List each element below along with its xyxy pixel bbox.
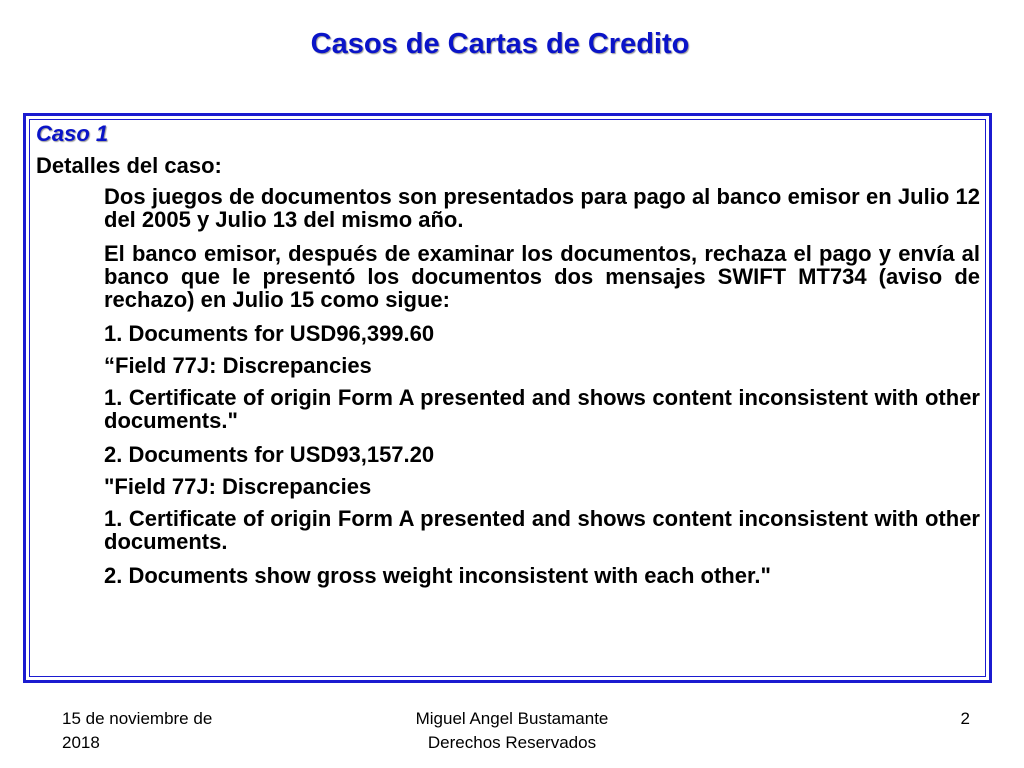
case-label: Caso 1 [36, 121, 109, 146]
footer-date-line2: 2018 [62, 733, 100, 752]
footer-date-line1: 15 de noviembre de [62, 709, 213, 728]
footer-author-line1: Miguel Angel Bustamante [415, 709, 609, 728]
footer-date [62, 707, 262, 755]
paragraph-bank-rejection: El banco emisor, después de examinar los documentos, rechaza el pago y envía al banco que le presentó los documentos dos mensajes SWIFT MT734 (aviso de rechazo) en Julio 15 como sigue: [104, 241, 980, 312]
item-field-77j-first: “Field 77J: Discrepancies [104, 353, 372, 378]
item-discrepancy-certificate-first: 1. Certificate of origin Form A presented and shows content inconsistent with other documents." [104, 385, 980, 433]
page-number: 2 [960, 709, 970, 728]
section-label: Detalles del caso: [36, 153, 222, 178]
slide-content [36, 122, 980, 596]
item-discrepancy-certificate-second: 1. Certificate of origin Form A presented and shows content inconsistent with other documents. [104, 506, 980, 554]
footer-author-line2: Derechos Reservados [427, 733, 597, 752]
item-discrepancy-gross-weight: 2. Documents show gross weight inconsistent with each other." [104, 563, 771, 588]
paragraph-documents-presented: Dos juegos de documentos son presentados para pago al banco emisor en Julio 12 del 2005 y Julio 13 del mismo año. [104, 184, 980, 232]
item-documents-first: 1. Documents for USD96,399.60 [104, 321, 435, 346]
item-documents-second: 2. Documents for USD93,157.20 [104, 442, 435, 467]
slide-title: Casos de Cartas de Credito [310, 28, 690, 60]
footer-author [362, 707, 662, 755]
item-field-77j-second: "Field 77J: Discrepancies [104, 474, 372, 499]
